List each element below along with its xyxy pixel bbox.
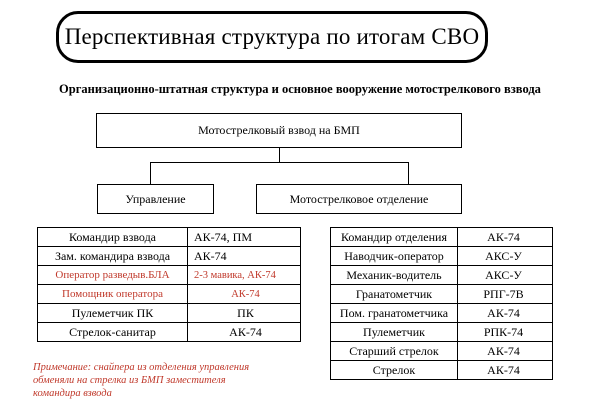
connector-right-down	[408, 162, 409, 184]
weapon-cell: АК-74, ПМ	[188, 228, 301, 247]
management-node	[97, 184, 214, 214]
role-cell: Пулеметчик ПК	[38, 304, 188, 323]
table-row	[38, 304, 301, 323]
squad-node	[256, 184, 462, 214]
table-row	[38, 323, 301, 342]
table-row	[38, 247, 301, 266]
connector-left-down	[150, 162, 151, 184]
table-row-highlighted	[38, 266, 301, 285]
role-cell: Пулеметчик	[331, 323, 458, 342]
table-row	[331, 361, 553, 380]
weapon-cell: АК-74	[188, 285, 301, 304]
weapon-cell: АК-74	[188, 323, 301, 342]
diagram-subtitle: Организационно-штатная структура и основное вооружение мотострелкового взвода	[59, 82, 541, 96]
weapon-cell: АК-74	[458, 304, 553, 323]
weapon-cell: ПК	[188, 304, 301, 323]
table-row	[331, 342, 553, 361]
role-cell: Оператор разведыв.БЛА	[38, 266, 188, 285]
table-row	[331, 228, 553, 247]
weapon-cell: АКС-У	[458, 266, 553, 285]
role-cell: Помощник оператора	[38, 285, 188, 304]
weapon-cell: РПГ-7В	[458, 285, 553, 304]
management-node-label: Управление	[125, 191, 186, 206]
weapon-cell: АК-74	[458, 342, 553, 361]
weapon-cell: АКС-У	[458, 247, 553, 266]
role-cell: Пом. гранатометчика	[331, 304, 458, 323]
squad-table	[330, 227, 553, 380]
role-cell: Стрелок-санитар	[38, 323, 188, 342]
weapon-cell: АК-74	[458, 228, 553, 247]
weapon-cell: РПК-74	[458, 323, 553, 342]
role-cell: Командир взвода	[38, 228, 188, 247]
platoon-node-label: Мотострелковый взвод на БМП	[198, 123, 360, 137]
connector-horizontal	[150, 162, 409, 163]
weapon-cell: АК-74	[188, 247, 301, 266]
role-cell: Зам. командира взвода	[38, 247, 188, 266]
table-row	[331, 285, 553, 304]
role-cell: Наводчик-оператор	[331, 247, 458, 266]
weapon-cell: АК-74	[458, 361, 553, 380]
note-text: Примечание: снайпера из отделения управления обменяли на стрелка из БМП заместителя командира взвода	[33, 362, 250, 399]
table-row	[331, 323, 553, 342]
management-table	[37, 227, 301, 342]
title-box	[56, 11, 488, 63]
role-cell: Гранатометчик	[331, 285, 458, 304]
squad-node-label: Мотострелковое отделение	[289, 191, 429, 206]
role-cell: Механик-водитель	[331, 266, 458, 285]
table-row-highlighted	[38, 285, 301, 304]
platoon-node	[96, 113, 462, 148]
role-cell: Командир отделения	[331, 228, 458, 247]
table-row	[331, 304, 553, 323]
role-cell: Старший стрелок	[331, 342, 458, 361]
weapon-cell: 2-3 мавика, АК-74	[188, 266, 301, 285]
table-row	[331, 247, 553, 266]
connector-root-down	[279, 148, 280, 162]
table-row	[38, 228, 301, 247]
page-title: Перспективная структура по итогам СВО	[64, 24, 480, 49]
table-row	[331, 266, 553, 285]
role-cell: Стрелок	[331, 361, 458, 380]
